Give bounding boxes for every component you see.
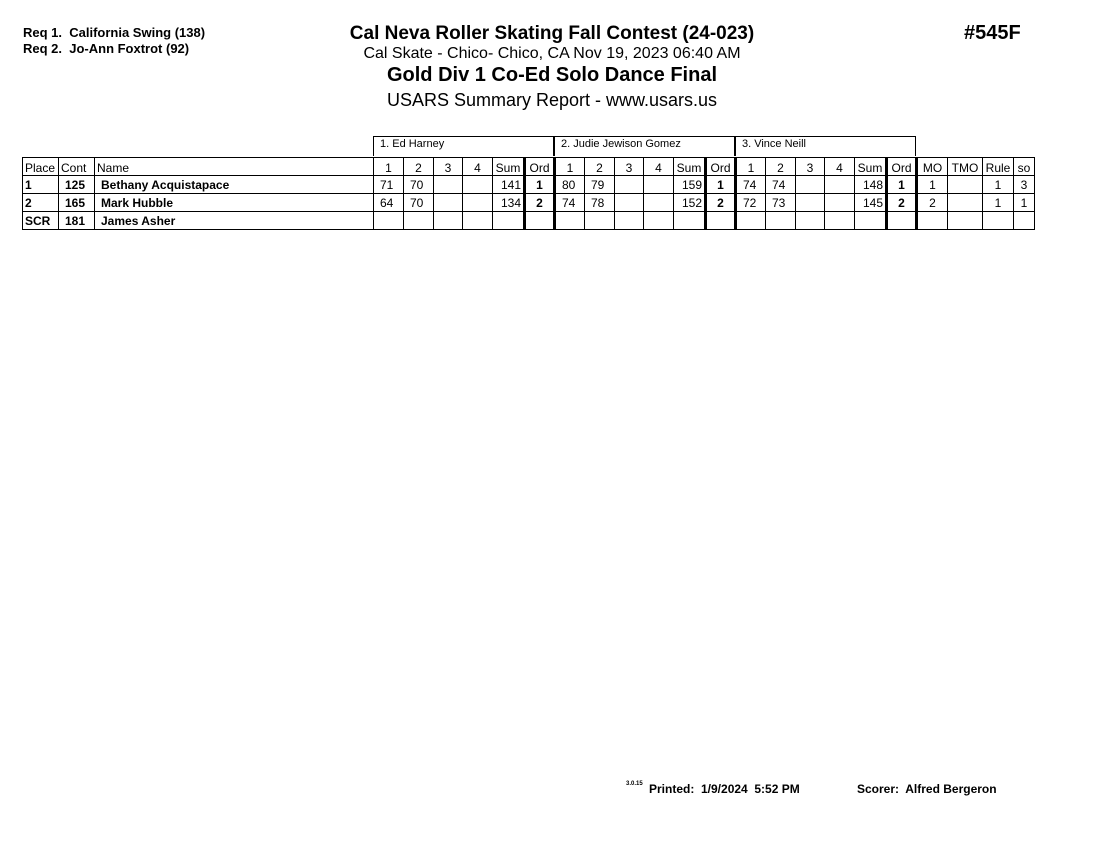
- judge-3-s2-cell: 74: [766, 176, 796, 194]
- col-header-place: Place: [23, 158, 59, 176]
- judge-1-s4-cell: [463, 194, 493, 212]
- col-header-so: so: [1014, 158, 1035, 176]
- col-header-judge-3-s2: 2: [766, 158, 796, 176]
- judge-1-s4-cell: [463, 212, 493, 230]
- judge-2-sum-cell: 159: [674, 176, 706, 194]
- judge-2-sum-cell: 152: [674, 194, 706, 212]
- judge-2-s1-cell: 80: [555, 176, 585, 194]
- judge-1-sum-cell: 141: [493, 176, 525, 194]
- judge-1-s2-cell: 70: [404, 194, 434, 212]
- competition-title: Cal Neva Roller Skating Fall Contest (24-023): [349, 23, 755, 44]
- judge-3-s1-cell: [736, 212, 766, 230]
- judge-3-s1-cell: 74: [736, 176, 766, 194]
- judge-2-s3-cell: [615, 212, 644, 230]
- judge-3-s2-cell: 73: [766, 194, 796, 212]
- judge-2-s2-cell: 78: [585, 194, 615, 212]
- so-cell: 3: [1014, 176, 1035, 194]
- judge-3-s3-cell: [796, 194, 825, 212]
- judge-3-sum-cell: 145: [855, 194, 887, 212]
- judge-3-s2-cell: [766, 212, 796, 230]
- col-header-judge-2-sum: Sum: [674, 158, 706, 176]
- judge-2-sum-cell: [674, 212, 706, 230]
- mo-cell: 1: [917, 176, 948, 194]
- contestant-number-cell: 165: [59, 194, 95, 212]
- judge-1-s4-cell: [463, 176, 493, 194]
- col-header-judge-3-sum: Sum: [855, 158, 887, 176]
- printed-timestamp: Printed: 1/9/2024 5:52 PM: [649, 782, 800, 796]
- judge-3-s1-cell: 72: [736, 194, 766, 212]
- mo-cell: 2: [917, 194, 948, 212]
- judge-2-s3-cell: [615, 194, 644, 212]
- col-header-judge-1-s3: 3: [434, 158, 463, 176]
- judge-1-s2-cell: [404, 212, 434, 230]
- judge-2-ord-cell: 1: [706, 176, 736, 194]
- judge-3-s4-cell: [825, 194, 855, 212]
- judge-1-s1-cell: 71: [374, 176, 404, 194]
- place-cell: 1: [23, 176, 59, 194]
- col-header-judge-2-ord: Ord: [706, 158, 736, 176]
- requirement-1: Req 1. California Swing (138): [23, 25, 206, 40]
- col-header-judge-3-s3: 3: [796, 158, 825, 176]
- event-number: #545F: [964, 22, 1021, 44]
- judge-1-sum-cell: [493, 212, 525, 230]
- judge-2-s4-cell: [644, 176, 674, 194]
- judge-2-s2-cell: [585, 212, 615, 230]
- col-header-judge-3-s1: 1: [736, 158, 766, 176]
- judge-2-s2-cell: 79: [585, 176, 615, 194]
- judge-3-s3-cell: [796, 176, 825, 194]
- place-cell: 2: [23, 194, 59, 212]
- col-header-judge-3-ord: Ord: [887, 158, 917, 176]
- so-cell: [1014, 212, 1035, 230]
- rule-cell: 1: [983, 194, 1014, 212]
- judge-2-ord-cell: [706, 212, 736, 230]
- judge-1-s2-cell: 70: [404, 176, 434, 194]
- judge-1-s1-cell: [374, 212, 404, 230]
- rule-cell: [983, 212, 1014, 230]
- judge-header-1: 1. Ed Harney: [373, 136, 554, 156]
- judge-3-ord-cell: [887, 212, 917, 230]
- so-cell: 1: [1014, 194, 1035, 212]
- judge-3-ord-cell: 2: [887, 194, 917, 212]
- skater-name-cell: Bethany Acquistapace: [95, 176, 374, 194]
- judge-2-s1-cell: [555, 212, 585, 230]
- judge-3-sum-cell: 148: [855, 176, 887, 194]
- col-header-mo: MO: [917, 158, 948, 176]
- col-header-judge-2-s2: 2: [585, 158, 615, 176]
- requirement-2: Req 2. Jo-Ann Foxtrot (92): [23, 41, 190, 56]
- col-header-judge-2-s1: 1: [555, 158, 585, 176]
- tmo-cell: [948, 194, 983, 212]
- judge-2-s3-cell: [615, 176, 644, 194]
- judge-3-ord-cell: 1: [887, 176, 917, 194]
- col-header-judge-1-s4: 4: [463, 158, 493, 176]
- version-number: 3.0.15: [626, 781, 643, 787]
- skater-name-cell: James Asher: [95, 212, 374, 230]
- col-header-judge-1-s2: 2: [404, 158, 434, 176]
- judge-1-sum-cell: 134: [493, 194, 525, 212]
- col-header-rule: Rule: [983, 158, 1014, 176]
- judge-1-ord-cell: 1: [525, 176, 555, 194]
- tmo-cell: [948, 176, 983, 194]
- col-header-tmo: TMO: [948, 158, 983, 176]
- col-header-judge-1-sum: Sum: [493, 158, 525, 176]
- skater-name-cell: Mark Hubble: [95, 194, 374, 212]
- judge-3-s4-cell: [825, 176, 855, 194]
- col-header-name: Name: [95, 158, 374, 176]
- judge-2-s4-cell: [644, 212, 674, 230]
- judge-header-2: 2. Judie Jewison Gomez: [554, 136, 735, 156]
- judge-1-s3-cell: [434, 212, 463, 230]
- col-header-judge-1-s1: 1: [374, 158, 404, 176]
- scorer-name: Scorer: Alfred Bergeron: [857, 782, 997, 796]
- contestant-number-cell: 181: [59, 212, 95, 230]
- judge-2-s4-cell: [644, 194, 674, 212]
- event-name: Gold Div 1 Co-Ed Solo Dance Final: [386, 64, 718, 86]
- table-row: [23, 212, 1035, 230]
- col-header-judge-1-ord: Ord: [525, 158, 555, 176]
- col-header-judge-2-s3: 3: [615, 158, 644, 176]
- col-header-cont: Cont: [59, 158, 95, 176]
- judge-1-ord-cell: [525, 212, 555, 230]
- judge-2-s1-cell: 74: [555, 194, 585, 212]
- judge-1-s3-cell: [434, 194, 463, 212]
- judge-1-ord-cell: 2: [525, 194, 555, 212]
- table-row: [23, 176, 1035, 194]
- judge-2-ord-cell: 2: [706, 194, 736, 212]
- judge-1-s1-cell: 64: [374, 194, 404, 212]
- col-header-judge-2-s4: 4: [644, 158, 674, 176]
- table-header-row: [23, 158, 1035, 176]
- judge-header-3: 3. Vince Neill: [735, 136, 916, 156]
- judge-3-s3-cell: [796, 212, 825, 230]
- table-row: [23, 194, 1035, 212]
- summary-table: [22, 157, 1035, 230]
- report-title: USARS Summary Report - www.usars.us: [386, 90, 718, 110]
- location-date: Cal Skate - Chico- Chico, CA Nov 19, 2023 06:40 AM: [363, 45, 741, 62]
- judge-1-s3-cell: [434, 176, 463, 194]
- judge-3-sum-cell: [855, 212, 887, 230]
- place-cell: SCR: [23, 212, 59, 230]
- contestant-number-cell: 125: [59, 176, 95, 194]
- judge-3-s4-cell: [825, 212, 855, 230]
- rule-cell: 1: [983, 176, 1014, 194]
- mo-cell: [917, 212, 948, 230]
- tmo-cell: [948, 212, 983, 230]
- col-header-judge-3-s4: 4: [825, 158, 855, 176]
